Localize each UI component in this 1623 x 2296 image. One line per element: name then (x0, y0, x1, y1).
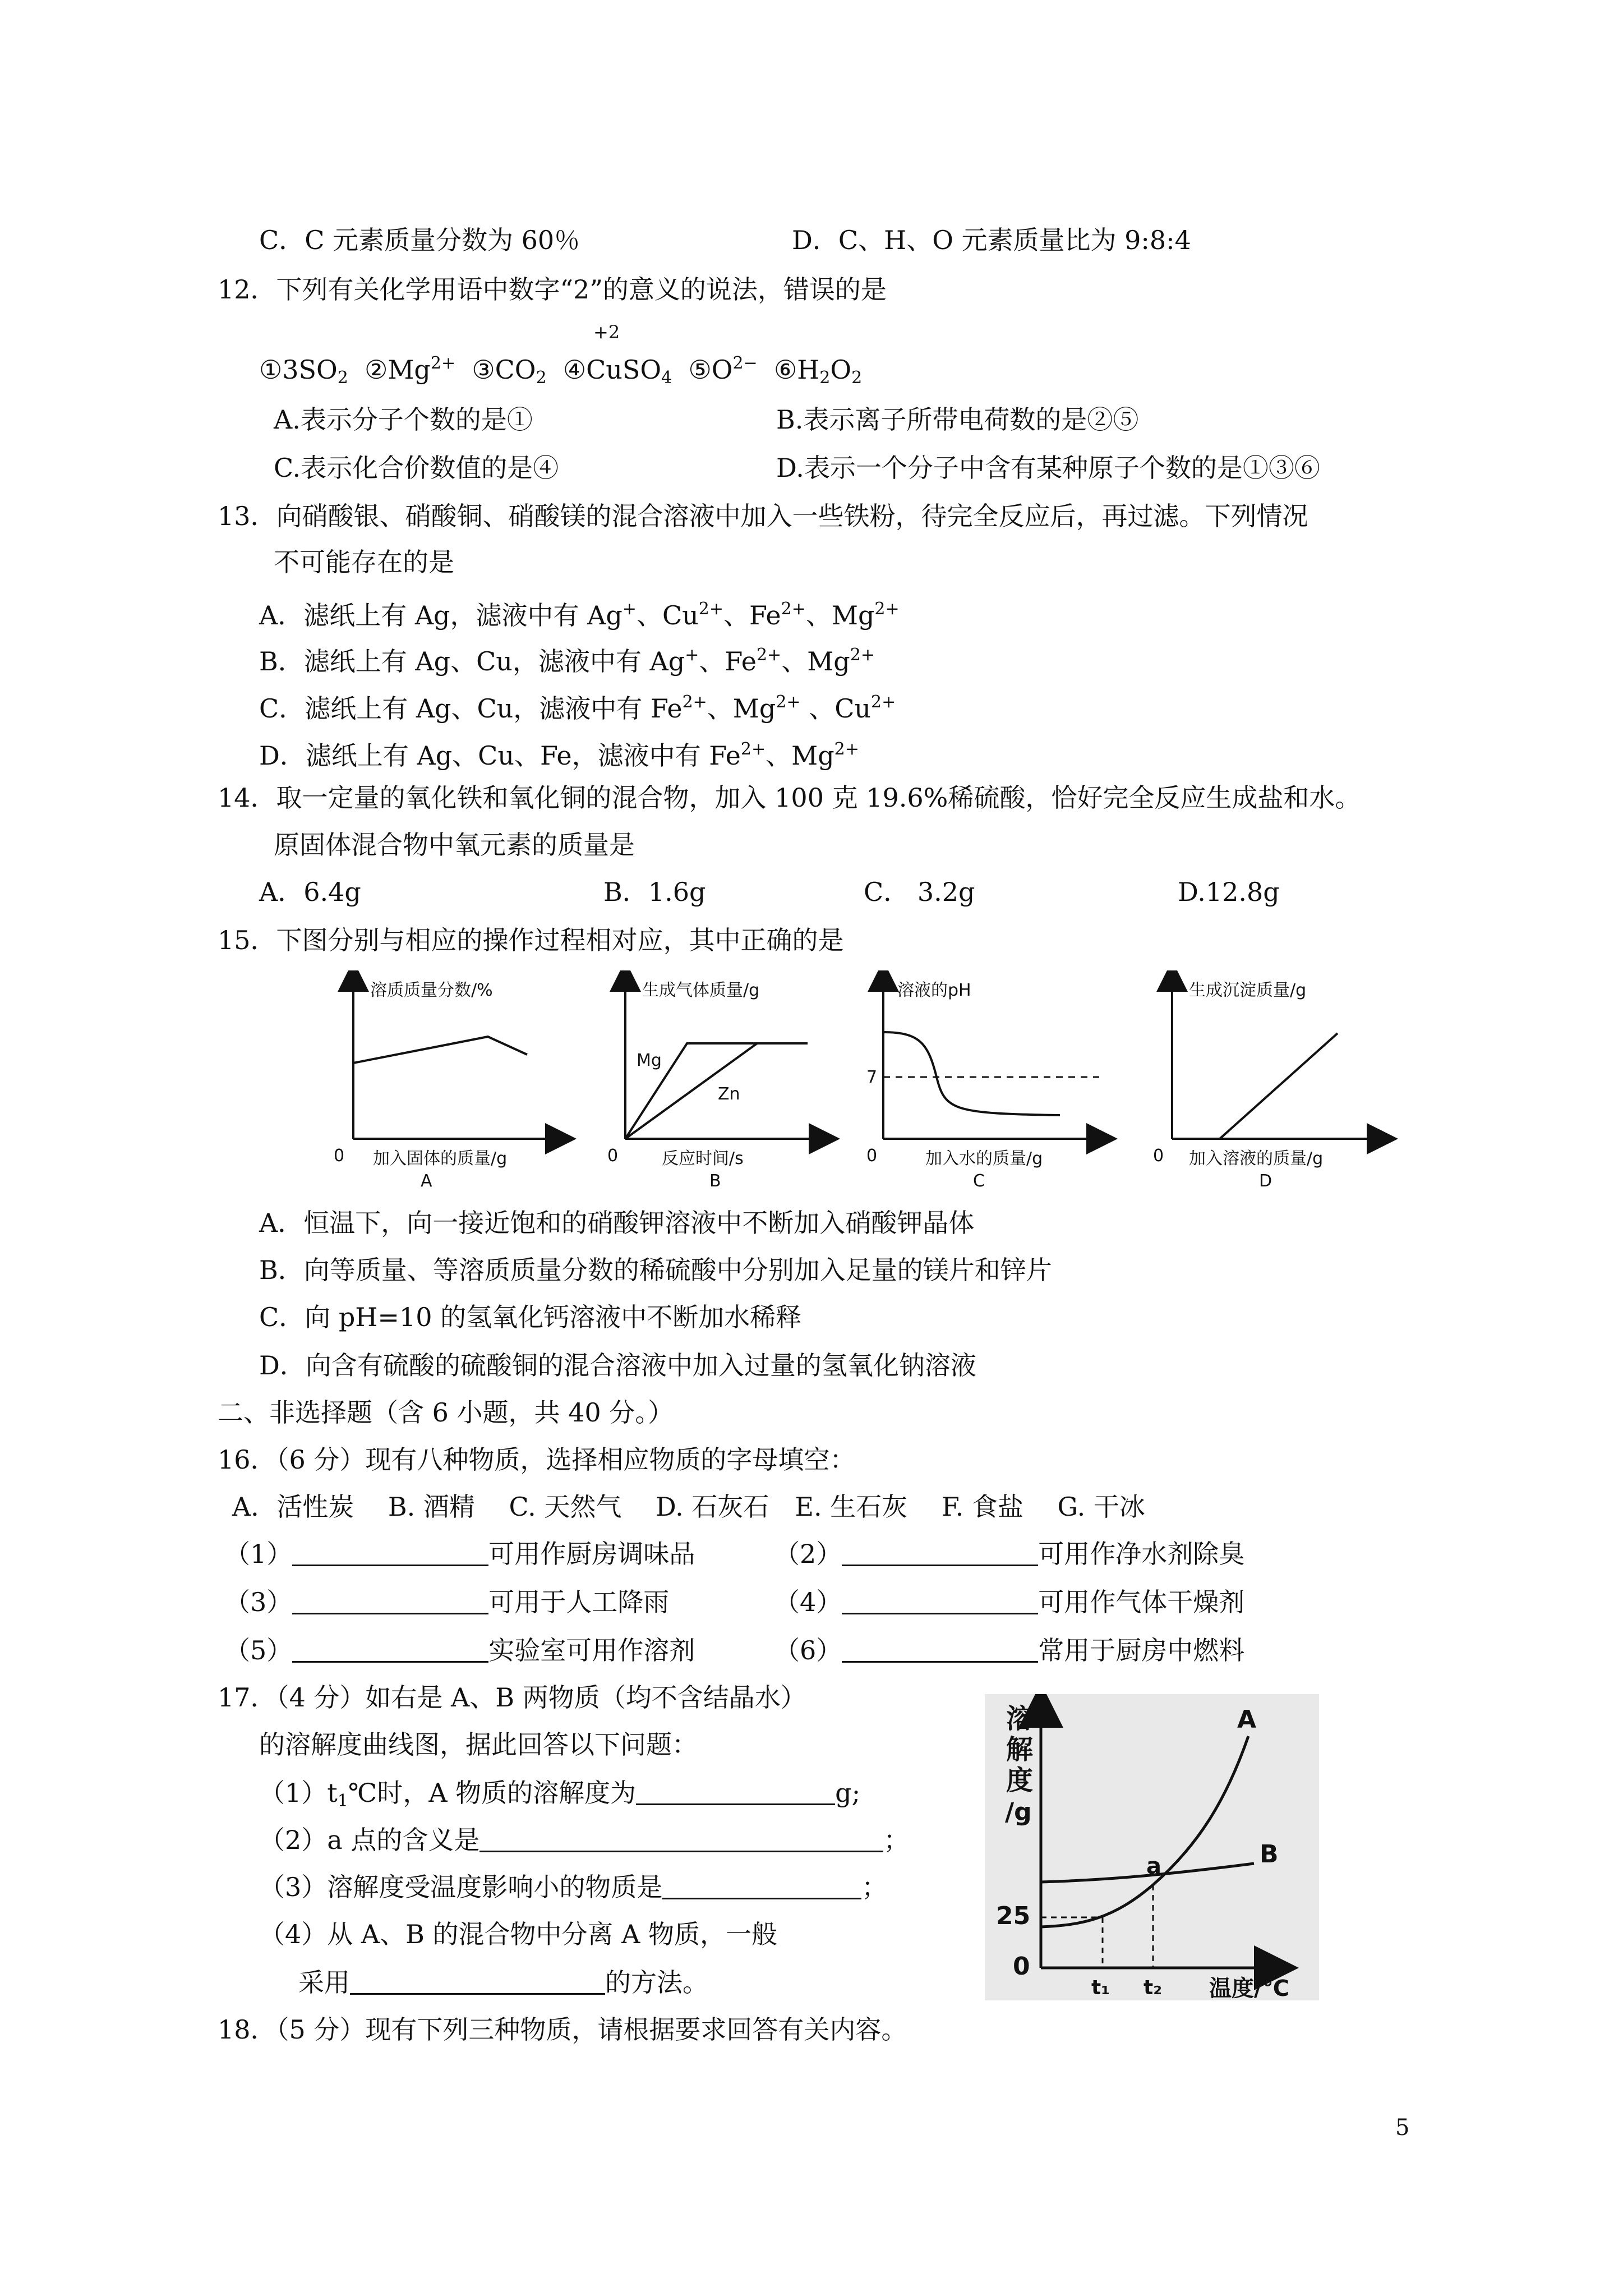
q12-item-6: ⑥H (773, 355, 820, 385)
q12-option-b: B.表示离子所带电荷数的是②⑤ (776, 404, 1139, 435)
graph-b-ylabel: 生成气体质量/g (642, 981, 760, 1000)
page-number: 5 (1395, 2115, 1410, 2141)
q12-item-3: ③CO (472, 355, 536, 385)
q11-option-d: D．C、H、O 元素质量比为 9:8:4 (792, 225, 1191, 255)
graph-c-curve (883, 1032, 1060, 1115)
graph-d-ylabel: 生成沉淀质量/g (1189, 981, 1307, 1000)
q13-option-a: A．滤纸上有 Ag，滤液中有 Ag+、$Cu^{2+}$、$Fe^{2+}$、$Mg^{2+}$ (259, 599, 900, 631)
graph-d-xlabel: 加入溶液的质量/g (1189, 1149, 1324, 1168)
graph-b-origin: 0 (607, 1146, 619, 1166)
q17-sub-3: （3）溶解度受温度影响小的物质是 ； (259, 1872, 888, 1902)
q13-option-c: C．滤纸上有 Ag、Cu，滤液中有 $Fe^{2+}$、$Mg^{2+}$ 、$Cu^{2+}$ (259, 692, 896, 724)
q17-blank-2[interactable] (479, 1826, 883, 1852)
graph-b-xlabel: 反应时间/s (662, 1149, 744, 1168)
q14-option-a: A．6.4g (259, 877, 361, 907)
q15-option-d: D．向含有硫酸的硫酸铜的混合溶液中加入过量的氢氧化钠溶液 (259, 1350, 976, 1381)
q12-item-4: ④CuSO (562, 355, 662, 385)
chart17-y-25: 25 (996, 1902, 1031, 1930)
q12-option-a: A.表示分子个数的是① (274, 404, 533, 435)
q11-option-c: C．C 元素质量分数为 60％ (259, 225, 580, 255)
section-2-heading: 二、非选择题（含 6 小题，共 40 分。） (218, 1397, 674, 1428)
q12-item-2: ②Mg (365, 355, 431, 385)
q14-stem-2: 原固体混合物中氧元素的质量是 (274, 830, 635, 860)
q17-sub-2: （2）a 点的含义是 ； (259, 1825, 910, 1855)
q17-blank-1[interactable] (636, 1779, 835, 1805)
q14-option-d: D.12.8g (1178, 877, 1280, 907)
chart17-t1: t₁ (1091, 1976, 1110, 1999)
q14-option-c: C． 3.2g (864, 877, 975, 907)
q17-stem-2: 的溶解度曲线图，据此回答以下问题： (259, 1729, 698, 1760)
graph-a-curve (353, 1037, 527, 1063)
q12-option-c: C.表示化合价数值的是④ (274, 453, 559, 483)
q16-item-6: （6） 常用于厨房中燃料 (774, 1635, 1245, 1665)
q17-blank-3[interactable] (662, 1873, 861, 1899)
chart17-t2: t₂ (1144, 1976, 1162, 1999)
chart17-label-a-curve: A (1237, 1705, 1257, 1734)
graph-b-zn-label: Zn (718, 1084, 740, 1104)
q16-item-4: （4） 可用作气体干燥剂 (774, 1587, 1245, 1617)
q15-graphs (331, 970, 1453, 1195)
chart17-origin: 0 (1013, 1952, 1030, 1981)
q16-blank-3[interactable] (292, 1588, 488, 1614)
graph-b-caption: B (709, 1171, 721, 1191)
q17-stem-1: 17．（4 分）如右是 A、B 两物质（均不含结晶水） (218, 1682, 806, 1713)
q17-sub-4: （4）从 A、B 的混合物中分离 A 物质，一般 (259, 1919, 777, 1949)
chart17-xlabel: 温度/℃ (1209, 1976, 1290, 2000)
graph-c-xlabel: 加入水的质量/g (925, 1149, 1043, 1168)
q16-blank-5[interactable] (292, 1636, 488, 1663)
chart17-ylabel-4: /g (1005, 1798, 1032, 1826)
graph-a-caption: A (421, 1171, 432, 1191)
graph-c-origin: 0 (866, 1146, 878, 1166)
q13-stem-2: 不可能存在的是 (274, 547, 454, 577)
graph-a-xlabel: 加入固体的质量/g (373, 1149, 508, 1168)
graph-a (353, 976, 561, 1139)
q12-item-5: ⑤O (688, 355, 733, 385)
q14-option-b: B．1.6g (603, 877, 706, 907)
graph-c (883, 976, 1102, 1139)
q15-stem: 15．下图分别与相应的操作过程相对应，其中正确的是 (218, 925, 844, 955)
chart17-ylabel-2: 解 (1006, 1734, 1034, 1765)
q16-item-1: （1） 可用作厨房调味品 (224, 1539, 695, 1569)
q16-blank-6[interactable] (842, 1636, 1038, 1663)
chart17-ylabel-3: 度 (1006, 1765, 1034, 1796)
q16-item-2: （2） 可用作净水剂除臭 (774, 1539, 1245, 1569)
q17-blank-4[interactable] (350, 1968, 605, 1995)
graph-d-line (1220, 1033, 1338, 1139)
q16-blank-1[interactable] (292, 1540, 488, 1566)
q16-blank-2[interactable] (842, 1540, 1038, 1566)
graph-d (1172, 976, 1382, 1139)
graph-b-mg-label: Mg (637, 1051, 662, 1070)
graph-c-caption: C (973, 1171, 985, 1191)
q13-option-b: B．滤纸上有 Ag、Cu，滤液中有 Ag+、$Fe^{2+}$、$Mg^{2+}$ (259, 645, 875, 677)
q12-valence-mark: +2 (593, 321, 620, 343)
graph-a-ylabel: 溶质质量分数/% (370, 981, 493, 1000)
q15-option-b: B．向等质量、等溶质质量分数的稀硫酸中分别加入足量的镁片和锌片 (259, 1255, 1052, 1285)
chart17-point-a: a (1146, 1853, 1161, 1879)
q12-stem: 12．下列有关化学用语中数字“2”的意义的说法，错误的是 (218, 274, 887, 305)
q13-option-d: D．滤纸上有 Ag、Cu、Fe，滤液中有 $Fe^{2+}$、$Mg^{2+}$ (259, 739, 859, 771)
q15-option-c: C．向 pH=10 的氢氧化钙溶液中不断加水稀释 (259, 1302, 802, 1332)
graph-a-origin: 0 (334, 1146, 345, 1166)
q18-stem: 18．（5 分）现有下列三种物质，请根据要求回答有关内容。 (218, 2014, 907, 2045)
q14-stem-1: 14．取一定量的氧化铁和氧化铜的混合物，加入 100 克 19.6%稀硫酸，恰好完全反应生成盐和水。 (218, 783, 1361, 813)
graph-c-7-label: 7 (866, 1068, 878, 1087)
chart17-label-b-curve: B (1260, 1840, 1279, 1869)
q15-option-a: A．恒温下，向一接近饱和的硝酸钾溶液中不断加入硝酸钾晶体 (259, 1208, 975, 1238)
q16-stem: 16．（6 分）现有八种物质，选择相应物质的字母填空： (218, 1444, 856, 1475)
q17-sub-1: $(1)t_1℃$时，A 物质的溶解度为 g; (259, 1778, 861, 1811)
q12-items: $①3SO_2$ $②Mg^{2+}$ $③CO_2$ ④CuSO$_4$ $⑤O^{2-}$ $⑥H_2O_2$ (259, 353, 863, 388)
q12-option-d: D.表示一个分子中含有某种原子个数的是①③⑥ (776, 453, 1320, 483)
graph-d-origin: 0 (1153, 1146, 1164, 1166)
q13-stem-1: 13．向硝酸银、硝酸铜、硝酸镁的混合溶液中加入一些铁粉，待完全反应后，再过滤。下列情况 (218, 501, 1308, 531)
graph-c-ylabel: 溶液的pH (897, 981, 971, 1000)
q16-blank-4[interactable] (842, 1588, 1038, 1614)
q17-solubility-chart (985, 1694, 1319, 2000)
graph-d-caption: D (1259, 1171, 1272, 1191)
q17-sub-4-cont: 采用 的方法。 (298, 1967, 708, 1998)
chart17-ylabel-1: 溶 (1006, 1703, 1034, 1734)
q12-item-1: ①3SO (259, 355, 338, 385)
q16-options: A．活性炭 B. 酒精 C. 天然气 D. 石灰石 E. 生石灰 F. 食盐 G. 干冰 (232, 1492, 1145, 1522)
q16-item-5: （5） 实验室可用作溶剂 (224, 1635, 695, 1665)
q16-item-3: （3） 可用于人工降雨 (224, 1587, 670, 1617)
